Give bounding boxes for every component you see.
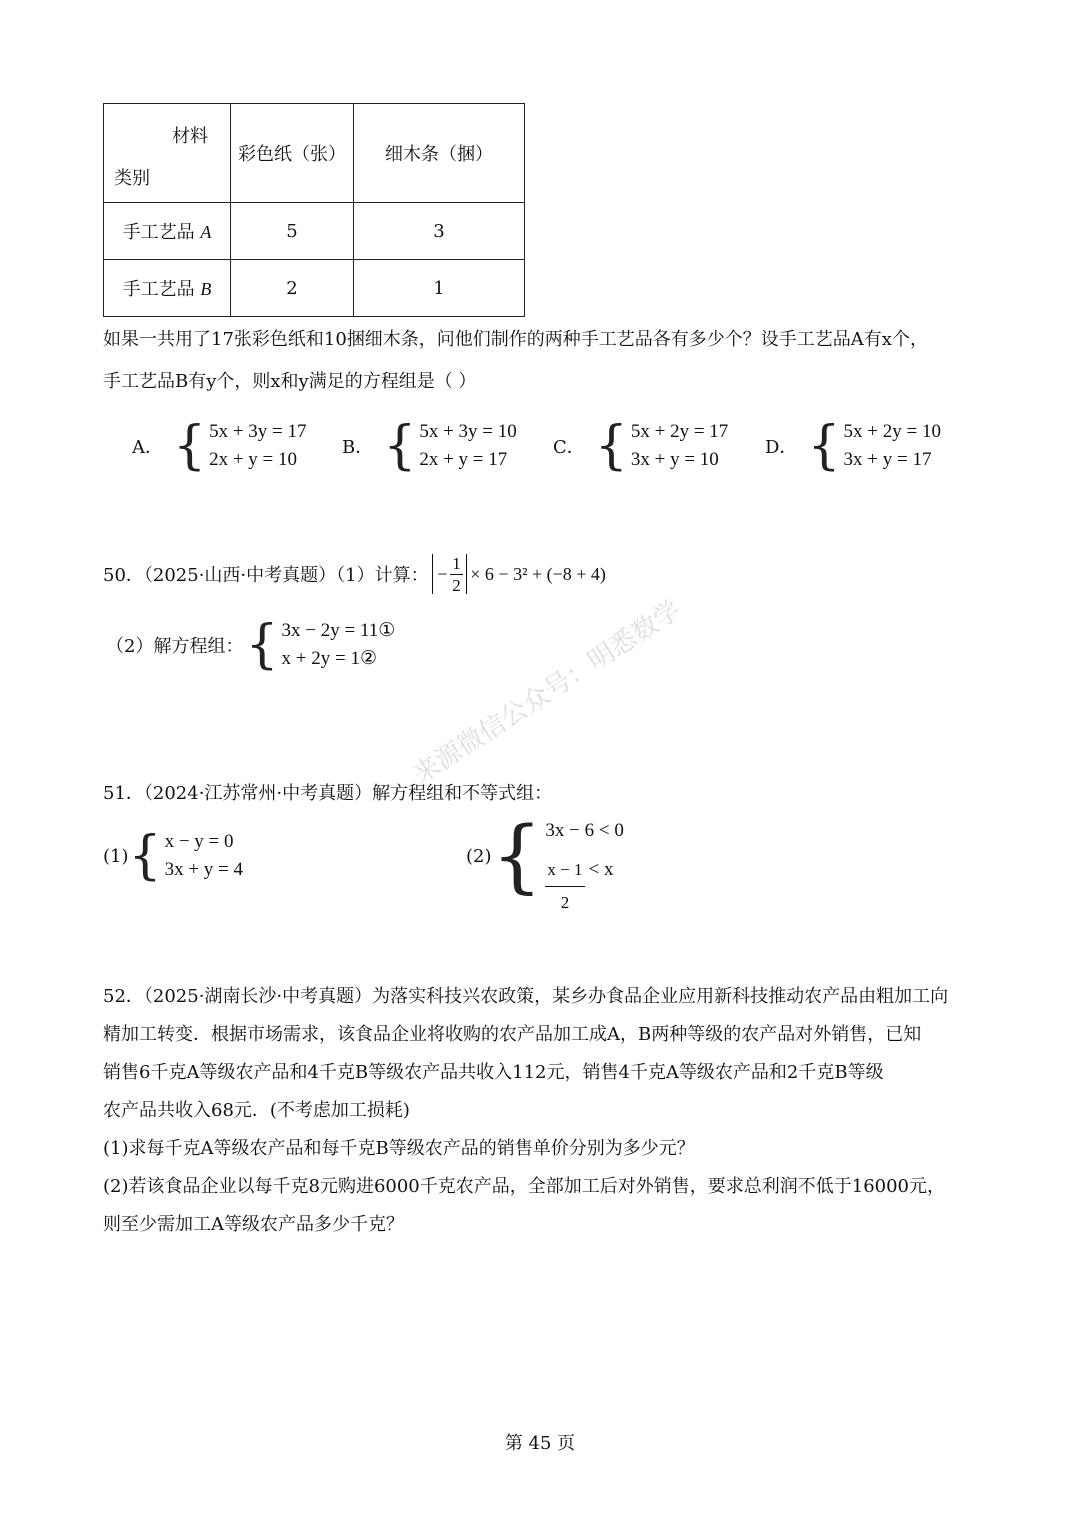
abs-bar-right: [466, 554, 468, 594]
q51-part2: (2) { 3x − 6 < 0 $\frac{x - 1}{2}$ < x: [466, 809, 624, 912]
q52-text: [103, 978, 983, 1244]
q49-line1: 如果一共用了17张彩色纸和10捆细木条，问他们制作的两种手工艺品各有多少个？设手工艺品A有x个，: [103, 329, 928, 350]
page-number: 第 45 页: [504, 1433, 576, 1454]
option-b[interactable]: B． { 5x + 3y = 10 2x + y = 17: [342, 416, 517, 476]
brace-icon: {: [128, 826, 162, 886]
q52-line: 52．（2025·湖南长沙·中考真题）为落实科技兴农政策，某乡办食品企业应用新科技推动农产品由粗加工向: [103, 986, 949, 1007]
table-row: [104, 203, 525, 260]
header-top-label: 材料: [172, 126, 208, 147]
header-bottom-label: 类别: [114, 168, 150, 189]
q52-line: 精加工转变．根据市场需求，该食品企业将收购的农产品加工成A，B两种等级的农产品对外销售，已知: [103, 1024, 922, 1045]
table-cell: 1: [354, 260, 525, 317]
table-cell: 3: [354, 203, 525, 260]
q52-line: (1)求每千克A等级农产品和每千克B等级农产品的销售单价分别为多少元？: [103, 1138, 695, 1159]
abs-bar-left: [432, 554, 434, 594]
q52-line: 农产品共收入68元．(不考虑加工损耗): [103, 1100, 410, 1121]
brace-icon: {: [594, 416, 628, 476]
q52-line: (2)若该食品企业以每千克8元购进6000千克农产品，全部加工后对外销售，要求总利润不低于16000元，: [103, 1176, 946, 1197]
table-row: [104, 260, 525, 317]
col-header-sticks: 细木条（捆）: [354, 104, 525, 203]
q50-part1: 50．（2025·山西·中考真题）（1）计算： − $\frac{1}{2}$ × 6 − 3² + (−8 + 4): [103, 553, 606, 595]
col-header-paper: 彩色纸（张）: [231, 104, 354, 203]
brace-icon: {: [173, 416, 207, 476]
watermark: 来源微信公众号：明悉数学: [408, 595, 687, 791]
brace-icon: {: [383, 416, 417, 476]
q52-line: 则至少需加工A等级农产品多少千克？: [103, 1214, 404, 1235]
q51-part1: (1) { x − y = 0 3x + y = 4: [103, 826, 244, 886]
option-a[interactable]: A． { 5x + 3y = 17 2x + y = 10: [132, 416, 307, 476]
brace-icon: {: [491, 809, 543, 902]
table-cell: 2: [231, 260, 354, 317]
brace-icon: {: [807, 416, 841, 476]
table-header-row: [104, 104, 525, 203]
row-label: 手工艺品 B: [104, 260, 231, 317]
fraction-half: $\frac{1}{2}$: [452, 553, 461, 595]
q51-stem: 51．（2024·江苏常州·中考真题）解方程组和不等式组：: [103, 783, 553, 804]
q52-line: 销售6千克A等级农产品和4千克B等级农产品共收入112元，销售4千克A等级农产品和2千克B等级: [103, 1062, 884, 1083]
option-c[interactable]: C． { 5x + 2y = 17 3x + y = 10: [553, 416, 729, 476]
row-label: 手工艺品 A: [104, 203, 231, 260]
brace-icon: {: [245, 615, 279, 675]
option-d[interactable]: D． { 5x + 2y = 10 3x + y = 17: [765, 416, 941, 476]
materials-table: [103, 103, 525, 317]
q49-line2: 手工艺品B有y个，则x和y满足的方程组是（ ）: [103, 371, 477, 392]
q50-part2: （2）解方程组： { 3x − 2y = 11① x + 2y = 1②: [106, 615, 396, 675]
table-corner-cell: [104, 104, 231, 203]
table-cell: 5: [231, 203, 354, 260]
